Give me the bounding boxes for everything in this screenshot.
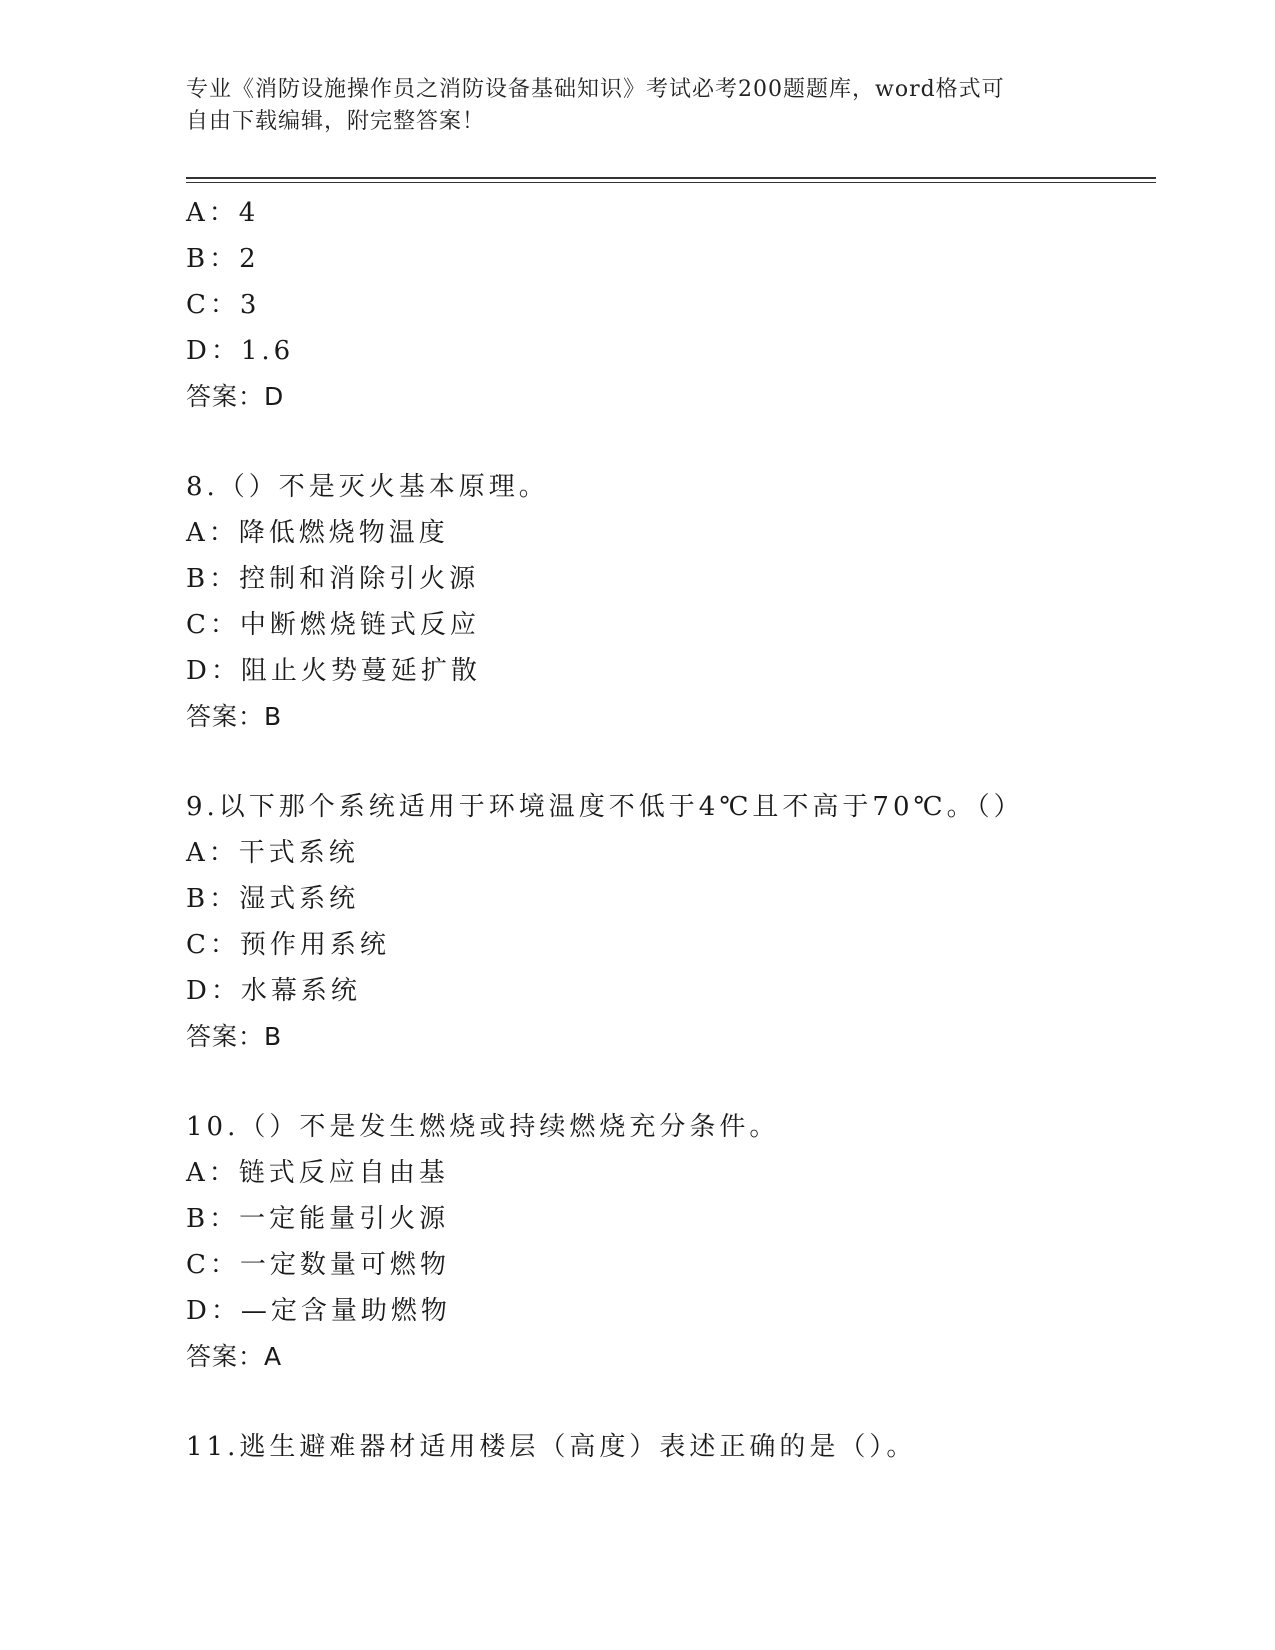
option-b: B：一定能量引火源 [186,1204,450,1234]
option-b: B：控制和消除引火源 [186,564,480,594]
question-text: 10.（）不是发生燃烧或持续燃烧充分条件。 [186,1112,780,1142]
question-list [186,190,1156,1470]
question-11 [186,1424,1156,1470]
option-a: A：干式系统 [186,838,359,868]
option-a: A：降低燃烧物温度 [186,518,449,548]
option-d: D：—定含量助燃物 [186,1296,451,1326]
option-c: C：一定数量可燃物 [186,1250,450,1280]
spacer [186,740,1156,784]
option-b: B：湿式系统 [186,884,360,914]
option-c: C：中断燃烧链式反应 [186,610,480,640]
header-rule-thick [186,177,1156,179]
question-text: 8.（）不是灭火基本原理。 [186,472,549,502]
question-7 [186,190,1156,420]
option-d: D：水幕系统 [186,976,361,1006]
document-header [186,74,1066,138]
option-c: C：3 [186,290,261,320]
answer: 答案：B [186,702,283,731]
question-9 [186,784,1156,1060]
option-b: B：2 [186,244,260,274]
question-text: 11.逃生避难器材适用楼层（高度）表述正确的是（）。 [186,1432,917,1462]
spacer [186,1060,1156,1104]
option-c: C：预作用系统 [186,930,390,960]
answer: 答案：D [186,382,285,411]
header-rule-thin [186,182,1156,183]
question-10 [186,1104,1156,1380]
question-text: 9.以下那个系统适用于环境温度不低于4℃且不高于70℃。（） [186,792,1024,822]
question-8 [186,464,1156,740]
header-line-2: 自由下载编辑，附完整答案！ [186,109,486,134]
spacer [186,420,1156,464]
option-a: A：4 [186,198,260,228]
option-d: D：1.6 [186,336,295,366]
option-d: D：阻止火势蔓延扩散 [186,656,481,686]
header-line-1: 专业《消防设施操作员之消防设备基础知识》考试必考200题题库，word格式可 [186,77,1005,102]
spacer [186,1380,1156,1424]
answer: 答案：A [186,1342,283,1371]
option-a: A：链式反应自由基 [186,1158,449,1188]
answer: 答案：B [186,1022,283,1051]
